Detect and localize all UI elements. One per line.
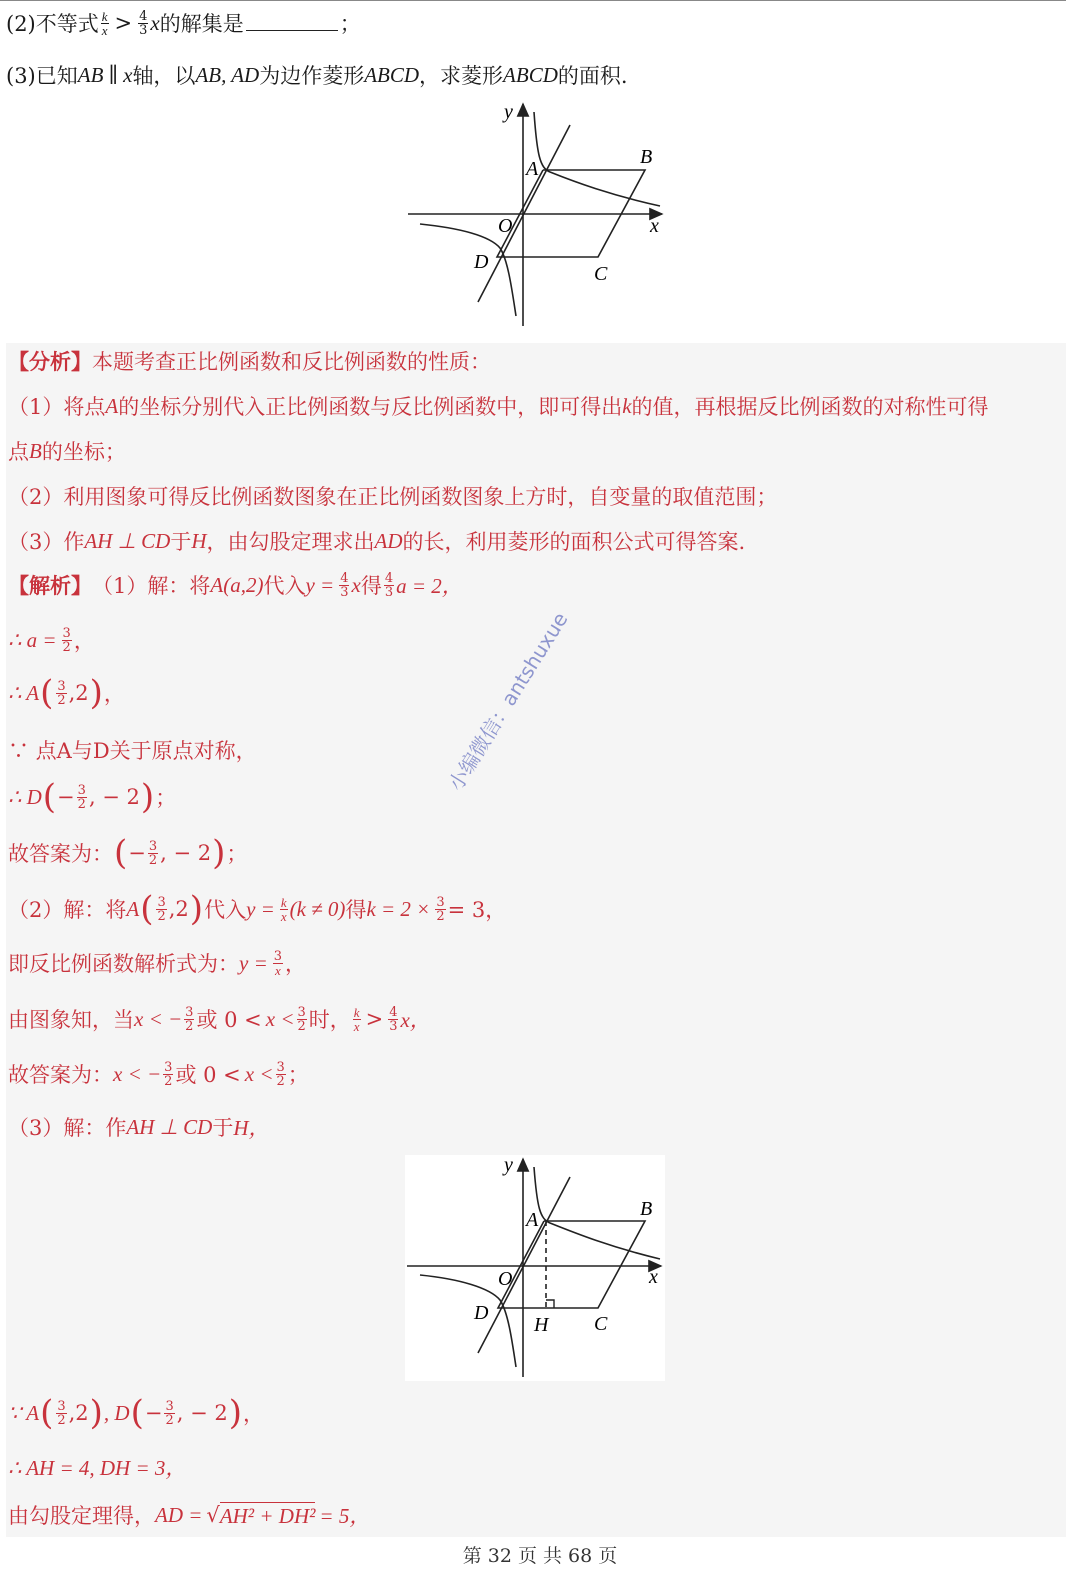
text: , − 2 — [176, 1401, 228, 1425]
fraction-3-over-2 — [164, 1400, 174, 1427]
hyperbola-branch-2 — [420, 224, 516, 316]
paren-close: ) — [228, 1393, 242, 1433]
text: （1）将点 — [8, 395, 106, 419]
paren-close: ) — [189, 889, 204, 929]
frac-den: 3 — [389, 1018, 398, 1034]
text: 于 — [170, 530, 192, 554]
solution-line-6 — [8, 833, 248, 873]
fraction-3-over-2 — [156, 896, 166, 923]
frac-num: 3 — [436, 894, 445, 910]
label-a: A — [526, 1209, 539, 1231]
proportional-line — [478, 1177, 570, 1353]
fraction-4-over-3 — [138, 10, 148, 37]
analysis-tag: 【分析】 — [8, 349, 92, 374]
text: ∴ AH = 4, DH = 3， — [8, 1456, 187, 1480]
frac-num: 3 — [164, 1059, 173, 1075]
frac-den: 2 — [57, 692, 66, 708]
frac-den: x — [353, 1018, 360, 1034]
frac-num: 3 — [62, 625, 71, 641]
text: ,2 — [68, 681, 89, 705]
text: = 3， — [447, 898, 507, 922]
frac-den: 2 — [297, 1018, 306, 1034]
frac-num: 3 — [57, 678, 66, 694]
rhombus-abcd — [498, 1221, 645, 1308]
text: 或 0 < — [196, 1008, 262, 1032]
text: ； — [287, 1063, 309, 1087]
fraction-3-over-2 — [297, 1006, 307, 1033]
frac-num: 3 — [276, 1059, 285, 1075]
label-c: C — [594, 1313, 608, 1335]
text: ， — [103, 682, 125, 706]
text: ， — [285, 952, 307, 976]
text: （2）解：将 — [8, 898, 127, 922]
frac-den: x — [101, 22, 108, 38]
solution-line-7 — [8, 889, 507, 929]
solution-line-4 — [8, 735, 257, 765]
q2-prefix: (2)不等式 — [6, 12, 99, 36]
frac-num: 4 — [139, 8, 148, 24]
text: （3）作 — [8, 530, 85, 554]
frac-den: 2 — [164, 1073, 173, 1089]
frac-den: 2 — [185, 1018, 194, 1034]
sqrt-icon: √ — [206, 1503, 220, 1527]
text: ,2 — [168, 897, 189, 921]
label-x: x — [649, 1266, 658, 1288]
fraction-k-over-x — [101, 10, 109, 37]
label-d: D — [474, 1302, 489, 1324]
text: ∴ A — [8, 680, 40, 705]
frac-den: 2 — [157, 908, 166, 924]
text: = 5， — [319, 1504, 371, 1528]
q3-parallel: ∥ — [108, 63, 119, 87]
figure-1-graph — [400, 100, 670, 330]
frac-den: 2 — [57, 1412, 66, 1428]
frac-den: 3 — [384, 584, 394, 600]
text: 由图象知，当 — [8, 1008, 134, 1032]
fraction-3-over-2 — [276, 1061, 286, 1088]
paren-open: ( — [42, 777, 57, 817]
text: 即反比例函数解析式为： — [8, 952, 239, 976]
text: y = — [239, 950, 268, 975]
q3-abad: AB, AD — [195, 62, 260, 87]
solution-line-14 — [8, 1500, 370, 1530]
frac-den: 2 — [436, 908, 445, 924]
text: ， — [73, 629, 95, 653]
label-y: y — [504, 101, 513, 123]
top-rule — [0, 0, 1066, 1]
text: ，由勾股定理求出 — [206, 530, 375, 554]
solution-line-10 — [8, 1059, 309, 1089]
question-2 — [6, 8, 361, 38]
sqrt-radicand: AH² + DH² — [219, 1503, 316, 1528]
frac-den: 2 — [165, 1412, 174, 1428]
text: （1）解：将 — [92, 574, 211, 598]
figure-2-graph — [405, 1155, 665, 1381]
frac-num: 3 — [77, 782, 86, 798]
frac-num: 4 — [340, 570, 349, 586]
fraction-4-over-3 — [384, 572, 394, 599]
fraction-4-over-3 — [388, 1006, 398, 1033]
label-b: B — [640, 1198, 653, 1220]
text: x < — [265, 1006, 295, 1031]
q3-text1: 轴，以 — [132, 64, 196, 88]
label-y: y — [504, 1155, 513, 1176]
q3-ab: AB — [77, 62, 104, 87]
text: 代入 — [263, 574, 306, 598]
text: x < — [244, 1061, 274, 1086]
solution-line-8 — [8, 948, 306, 978]
solution-tag: 【解析】 — [8, 573, 92, 598]
solution-line-9 — [8, 1004, 431, 1034]
frac-num: 3 — [297, 1004, 306, 1020]
fraction-3-over-2 — [62, 627, 72, 654]
text: ， — [243, 1402, 264, 1426]
point-a-coords: A(a,2) — [210, 572, 264, 597]
analysis-line-1 — [8, 391, 989, 421]
frac-num: k — [280, 894, 287, 910]
frac-num: 3 — [165, 1398, 174, 1414]
text: 的坐标； — [41, 440, 126, 464]
text: ； — [155, 786, 177, 810]
fraction-3-over-2 — [56, 680, 66, 707]
point-b: B — [29, 438, 42, 463]
analysis-intro-text: 本题考查正比例函数和反比例函数的性质： — [92, 350, 491, 374]
text: H， — [233, 1116, 270, 1140]
segment-ad: AD — [374, 528, 403, 553]
frac-num: k — [101, 8, 108, 24]
q3-abcd2: ABCD — [503, 62, 558, 87]
right-angle-mark — [546, 1300, 554, 1308]
text: 故答案为： — [8, 1063, 113, 1087]
text: , − 2 — [160, 841, 212, 865]
frac-num: 3 — [157, 894, 166, 910]
fraction-3-over-2 — [148, 840, 158, 867]
q2-gt: > — [114, 11, 133, 35]
text: 的坐标分别代入正比例函数与反比例函数中，即可得出 — [118, 395, 623, 419]
frac-den: 3 — [139, 22, 148, 38]
label-x: x — [650, 215, 659, 237]
frac-den: 2 — [148, 852, 158, 868]
paren-open: ( — [114, 833, 128, 873]
ah-perp-cd: AH ⊥ CD — [84, 528, 171, 553]
frac-den: 2 — [62, 639, 71, 655]
solution-line-13 — [8, 1452, 186, 1482]
var-k: k — [622, 393, 632, 418]
label-b: B — [640, 146, 653, 168]
text: ∵ 点A与D关于原点对称， — [8, 739, 257, 763]
text: > — [365, 1007, 384, 1031]
q3-text3: ，求菱形 — [419, 64, 504, 88]
fraction-3-over-2 — [56, 1400, 66, 1427]
solution-line-5 — [8, 777, 177, 817]
text: AD = — [155, 1502, 203, 1527]
frac-num: 3 — [148, 838, 158, 854]
frac-num: 3 — [273, 948, 283, 964]
frac-den: 3 — [340, 584, 349, 600]
q2-x: x — [150, 10, 160, 35]
frac-num: 3 — [185, 1004, 194, 1020]
text: 代入 — [204, 898, 247, 922]
text: (k ≠ 0) — [289, 896, 346, 921]
text: − — [57, 785, 75, 809]
fraction-k-over-x — [353, 1006, 361, 1033]
solution-line-2 — [8, 625, 95, 655]
text: − — [144, 1401, 163, 1425]
paren-open: ( — [130, 1393, 144, 1433]
text: 的长，利用菱形的面积公式可得答案. — [402, 530, 746, 554]
text: ； — [226, 842, 248, 866]
point-a: A — [105, 393, 119, 418]
text: （3）解：作 — [8, 1116, 127, 1140]
fraction-k-over-x — [280, 896, 288, 923]
fraction-3-over-2 — [163, 1061, 173, 1088]
ah-perp-cd: AH ⊥ CD — [126, 1114, 213, 1139]
text: − — [128, 841, 146, 865]
q2-end: ； — [339, 12, 361, 36]
text: 故答案为： — [8, 842, 113, 866]
paren-close: ) — [89, 1393, 103, 1433]
fraction-4-over-3 — [339, 572, 349, 599]
q3-prefix: (3)已知 — [6, 64, 78, 88]
frac-num: 3 — [57, 1398, 66, 1414]
text: 时， — [308, 1008, 351, 1032]
paren-open: ( — [40, 1393, 54, 1433]
text: 得 — [360, 574, 382, 598]
solution-line-1 — [8, 570, 463, 600]
paren-open: ( — [40, 673, 54, 713]
fraction-3-over-2 — [77, 784, 87, 811]
frac-den: x — [275, 962, 281, 978]
point-h: H — [191, 528, 207, 553]
point-a: A — [126, 896, 140, 921]
text: y = — [305, 572, 335, 597]
frac-den: 2 — [77, 796, 86, 812]
watermark: 小编微信：antshuxue — [443, 607, 573, 795]
text: 或 0 < — [175, 1063, 241, 1087]
solution-line-3 — [8, 673, 125, 713]
text: x < − — [134, 1006, 183, 1031]
frac-num: k — [353, 1004, 360, 1020]
q3-x: x — [123, 62, 133, 87]
text: 于 — [212, 1116, 234, 1140]
solution-line-11 — [8, 1112, 270, 1142]
text: ∴ D — [8, 784, 42, 809]
q3-text4: 的面积. — [557, 64, 628, 88]
frac-den: x — [280, 908, 287, 924]
text: x — [351, 572, 361, 597]
solution-line-12 — [8, 1393, 264, 1433]
text: 的值，再根据反比例函数的对称性可得 — [631, 395, 989, 419]
text: ,2 — [68, 1401, 89, 1425]
q3-text2: 为边作菱形 — [259, 64, 365, 88]
text: （2）利用图象可得反比例函数图象在正比例函数图象上方时，自变量的取值范围； — [8, 485, 778, 509]
frac-num: 4 — [384, 570, 394, 586]
analysis-line-4 — [8, 526, 745, 556]
text: y = — [246, 896, 275, 921]
text: 得 — [345, 898, 367, 922]
text: x < − — [113, 1061, 162, 1086]
label-o: O — [498, 1268, 513, 1290]
paren-close: ) — [212, 833, 226, 873]
text: ∴ a = — [8, 627, 57, 652]
answer-blank — [246, 16, 338, 31]
text: , − 2 — [88, 785, 140, 809]
analysis-intro — [8, 346, 491, 376]
text: 由勾股定理得， — [8, 1504, 155, 1528]
text: , D — [103, 1400, 130, 1425]
page-footer: 第 32 页 共 68 页 — [462, 1545, 618, 1567]
question-3 — [6, 60, 628, 90]
frac-num: 4 — [389, 1004, 398, 1020]
q3-abcd: ABCD — [364, 62, 420, 87]
label-a: A — [526, 158, 539, 180]
q2-mid: 的解集是 — [159, 12, 244, 36]
paren-open: ( — [140, 889, 154, 929]
label-o: O — [498, 215, 513, 237]
frac-den: 2 — [276, 1073, 285, 1089]
fraction-3-over-2 — [184, 1006, 194, 1033]
fraction-3-over-2 — [435, 896, 445, 923]
text: ∵ A — [8, 1400, 40, 1425]
text: a = 2， — [396, 574, 463, 598]
paren-close: ) — [140, 777, 155, 817]
label-h: H — [534, 1314, 549, 1336]
fraction-3-over-x — [273, 950, 283, 977]
analysis-line-3 — [8, 481, 777, 511]
label-d: D — [474, 251, 489, 273]
text: 点 — [8, 440, 29, 464]
paren-close: ) — [89, 673, 103, 713]
label-c: C — [594, 263, 608, 285]
text: x， — [400, 1008, 431, 1032]
text: k = 2 × — [366, 896, 431, 921]
analysis-line-2 — [8, 436, 126, 466]
